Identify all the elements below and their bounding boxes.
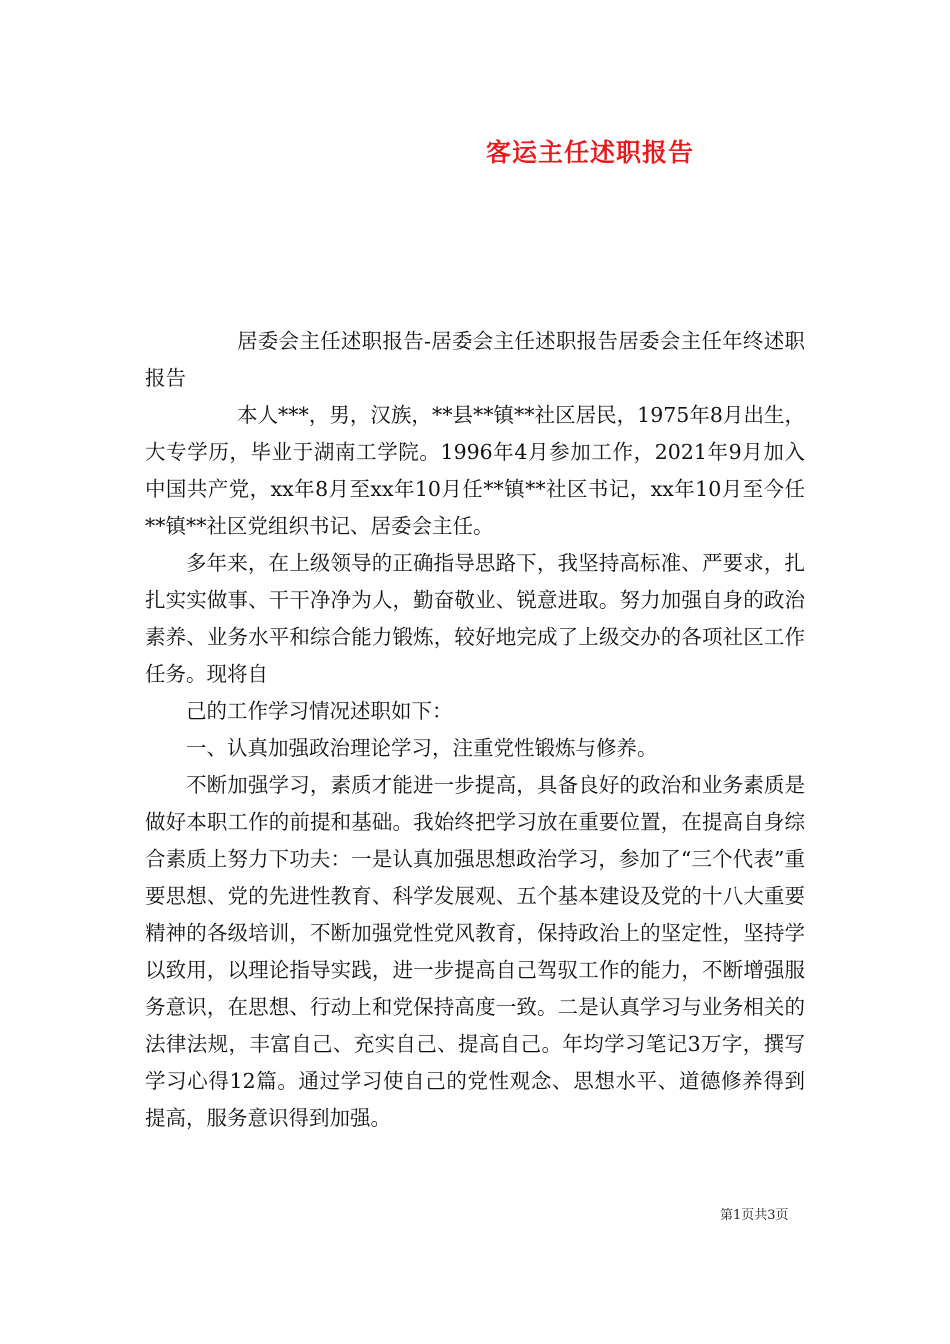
- paragraph-personal-info: 本人***，男，汉族，**县**镇**社区居民，1975年8月出生，大专学历，毕业于湖南工学院。1996年4月参加工作，2021年9月加入中国共产党，xx年8月至xx年10月任**镇**社区书记，xx年10月至今任**镇**社区党组织书记、居委会主任。: [145, 403, 805, 538]
- document-title: 客运主任述职报告: [486, 138, 695, 167]
- paragraph-study: 不断加强学习，素质才能进一步提高，具备良好的政治和业务素质是做好本职工作的前提和基础。我始终把学习放在重要位置，在提高自身综合素质上努力下功夫：一是认真加强思想政治学习，参加了“三个代表”重要思想、党的先进性教育、科学发展观、五个基本建设及党的十八大重要精神的各级培训，不断加强党性党风教育，保持政治上的坚定性，坚持学以致用，以理论指导实践，进一步提高自己驾驭工作的能力，不断增强服务意识，在思想、行动上和党保持高度一致。二是认真学习与业务相关的法律法规，丰富自己、充实自己、提高自己。年均学习笔记3万字，撰写学习心得12篇。通过学习使自己的党性观念、思想水平、道德修养得到提高，服务意识得到加强。: [145, 773, 805, 1130]
- paragraph-section-heading: 一、认真加强政治理论学习，注重党性锻炼与修养。: [186, 736, 658, 760]
- paragraph-overview: 多年来，在上级领导的正确指导思路下，我坚持高标准、严要求，扎扎实实做事、干干净净为人，勤奋敬业、锐意进取。努力加强自身的政治素养、业务水平和综合能力锻炼，较好地完成了上级交办的各项社区工作任务。现将自: [145, 551, 805, 686]
- paragraph-subtitle: 居委会主任述职报告-居委会主任述职报告居委会主任年终述职报告: [145, 329, 805, 390]
- page-number: 第1页共3页: [720, 1208, 789, 1223]
- paragraph-transition: 己的工作学习情况述职如下：: [186, 699, 453, 723]
- document-body: [145, 323, 805, 1137]
